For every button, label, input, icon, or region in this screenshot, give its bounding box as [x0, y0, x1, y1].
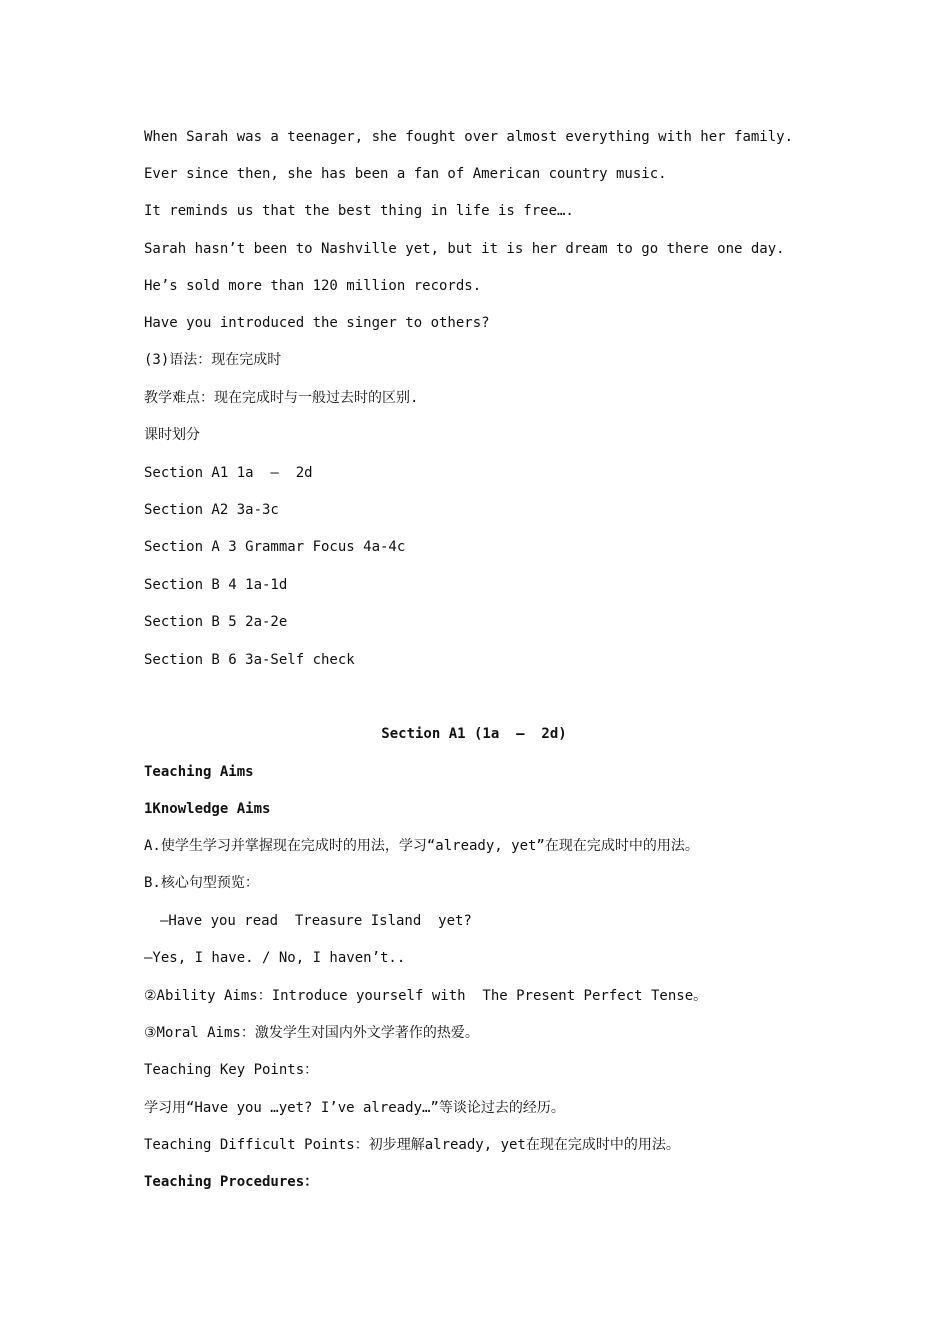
section-title: Section A1 (1a – 2d)	[381, 726, 567, 742]
text-line: When Sarah was a teenager, she fought over almost everything with her family.	[144, 129, 794, 145]
aim-b-line: B.核心句型预览：	[144, 875, 259, 891]
procedures-heading: Teaching Procedures：	[144, 1174, 319, 1190]
difficult-points-line: Teaching Difficult Points：初步理解already, yet在现在完成时中的用法。	[144, 1137, 680, 1153]
text-line: Have you introduced the singer to others?	[144, 315, 490, 331]
dialog-question: —Have you read Treasure Island yet?	[160, 913, 472, 929]
grammar-heading: (3)语法：现在完成时	[144, 352, 282, 368]
lesson-division-heading: 课时划分	[144, 427, 200, 443]
knowledge-aims-heading: 1Knowledge Aims	[144, 801, 271, 817]
lesson-item: Section B 5 2a-2e	[144, 614, 288, 630]
text-line: It reminds us that the best thing in life is free….	[144, 203, 574, 219]
text-line: Ever since then, she has been a fan of American country music.	[144, 166, 667, 182]
moral-aims-line: ③Moral Aims：激发学生对国内外文学著作的热爱。	[144, 1025, 479, 1041]
lesson-item: Section B 4 1a-1d	[144, 577, 288, 593]
ability-aims-line: ②Ability Aims：Introduce yourself with The Present Perfect Tense。	[144, 988, 708, 1004]
key-points-label: Teaching Key Points：	[144, 1062, 319, 1078]
difficult-point-line: 教学难点：现在完成时与一般过去时的区别.	[144, 390, 419, 406]
teaching-aims-heading: Teaching Aims	[144, 764, 254, 780]
aim-a-line: A.使学生学习并掌握现在完成时的用法，学习“already, yet”在现在完成时中的用法。	[144, 838, 699, 854]
text-line: He’s sold more than 120 million records.	[144, 278, 482, 294]
dialog-answer: —Yes, I have. / No, I haven’t..	[144, 950, 406, 966]
text-line: Sarah hasn’t been to Nashville yet, but it is her dream to go there one day.	[144, 241, 785, 257]
lesson-item: Section A 3 Grammar Focus 4a-4c	[144, 539, 406, 555]
lesson-item: Section B 6 3a-Self check	[144, 652, 355, 668]
lesson-item: Section A1 1a – 2d	[144, 465, 313, 481]
key-points-line: 学习用“Have you …yet? I’ve already…”等谈论过去的经历。	[144, 1100, 565, 1116]
lesson-item: Section A2 3a-3c	[144, 502, 279, 518]
